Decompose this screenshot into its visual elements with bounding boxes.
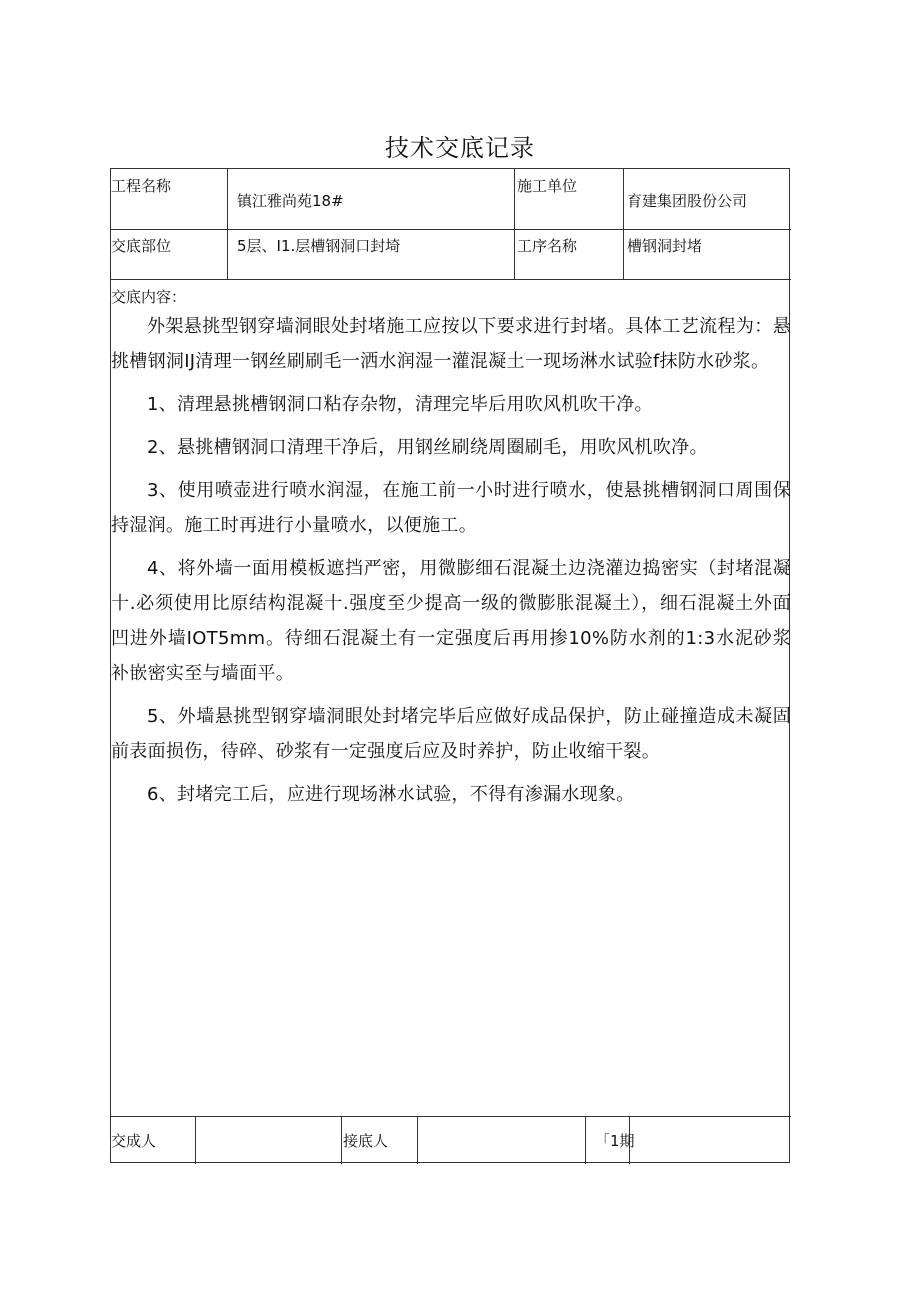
content-paragraph: 2、悬挑槽钢洞口清理干净后，用钢丝刷绕周圈刷毛，用吹风机吹净。 — [147, 437, 708, 458]
content-paragraph: 3、使用喷壶进行喷水润湿，在施工前一小时进行喷水，使悬挑槽钢洞口周围保持湿润。施工时再进行小量喷水，以便施工。 — [111, 480, 791, 536]
record-table — [110, 168, 790, 1163]
process-label: 工序名称 — [517, 237, 578, 255]
project-name-value: 镇江雅尚苑18# — [237, 192, 344, 210]
row-divider — [111, 279, 791, 280]
col-divider — [341, 1116, 342, 1164]
content-paragraph: 1、清理悬挑槽钢洞口粘存杂物，清理完毕后用吹风机吹干净。 — [147, 394, 653, 415]
content-paragraph: 4、将外墙一面用模板遮挡严密，用微膨细石混凝土边浇灌边捣密实（封堵混凝十.必须使用比原结构混凝十.强度至少提高一级的微膨胀混凝土），细石混凝土外面凹进外墙IOT5mm。待细石混凝土有一定强度后再用掺10%防水剂的1:3水泥砂浆补嵌密实至与墙面平。 — [111, 558, 791, 684]
col-divider — [195, 1116, 196, 1164]
receiver-label: 接底人 — [343, 1132, 389, 1150]
content-paragraph: 6、封堵完工后，应进行现场淋水试验，不得有渗漏水现象。 — [147, 784, 635, 805]
content-body — [111, 309, 791, 820]
project-name-label: 工程名称 — [111, 177, 172, 195]
row-divider — [111, 229, 791, 230]
col-divider — [227, 169, 228, 279]
handover-label: 交成人 — [111, 1132, 157, 1150]
col-divider — [514, 169, 515, 279]
col-divider — [417, 1116, 418, 1164]
content-paragraph: 5、外墙悬挑型钢穿墙洞眼处封堵完毕后应做好成品保护，防止碰撞造成未凝固前表面损伤，待碎、砂浆有一定强度后应及时养护，防止收缩干裂。 — [111, 706, 791, 762]
construction-unit-label: 施工单位 — [517, 177, 578, 195]
construction-unit-value: 育建集团股份公司 — [627, 192, 748, 210]
row-divider — [111, 1116, 791, 1117]
col-divider — [623, 169, 624, 279]
part-value: 5层、I1.层槽钢洞口封埼 — [237, 237, 401, 255]
content-paragraph: 外架悬挑型钢穿墙洞眼处封堵施工应按以下要求进行封堵。具体工艺流程为：悬挑槽钢洞IJ清理一钢丝刷刷毛一洒水润湿一灌混凝土一现场淋水试验f抹防水砂浆。 — [111, 316, 791, 372]
content-label: 交底内容： — [111, 288, 187, 306]
date-label: 「1期 — [595, 1132, 635, 1150]
process-value: 槽钢洞封堵 — [627, 237, 703, 255]
col-divider — [585, 1116, 586, 1164]
document-title: 技术交底记录 — [385, 134, 535, 162]
part-label: 交底部位 — [111, 237, 172, 255]
